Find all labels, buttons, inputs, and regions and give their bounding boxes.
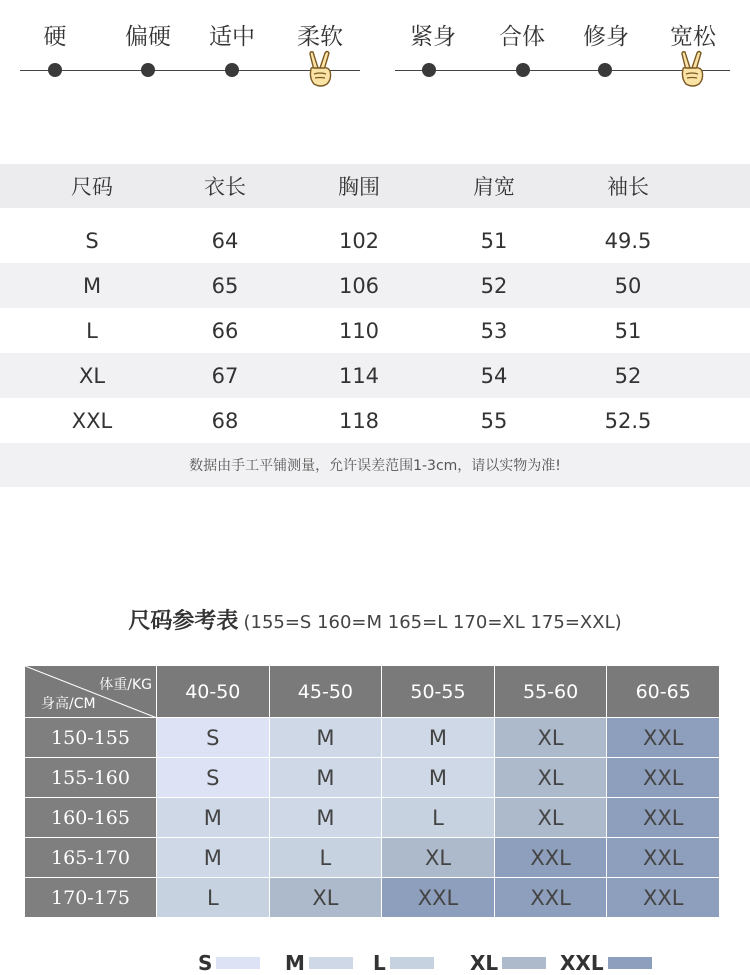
cell-shoulder: 52 xyxy=(480,273,508,298)
legend-swatch xyxy=(502,957,546,969)
table-row xyxy=(0,308,750,353)
cell-length: 65 xyxy=(211,273,239,298)
header-chest: 胸围 xyxy=(338,175,380,199)
cell-shoulder: 53 xyxy=(480,318,508,343)
legend-label: M xyxy=(285,951,305,975)
size-cell: L xyxy=(269,838,382,878)
size-cell: M xyxy=(269,718,382,758)
reference-title-subtitle: (155=S 160=M 165=L 170=XL 175=XXL) xyxy=(243,612,622,633)
size-cell: XXL xyxy=(494,838,607,878)
softness-label-hard: 硬 xyxy=(43,24,67,50)
cell-shoulder: 54 xyxy=(480,363,508,388)
size-cell: XL xyxy=(494,798,607,838)
corner-height-label: 身高/CM xyxy=(41,696,96,712)
cell-length: 64 xyxy=(211,228,239,253)
legend-item xyxy=(373,951,434,975)
weight-header: 55-60 xyxy=(494,666,607,718)
victory-hand-icon xyxy=(677,50,707,92)
cell-size: L xyxy=(86,318,98,343)
cell-sleeve: 52 xyxy=(614,363,642,388)
legend-label: S xyxy=(198,951,213,975)
header-sleeve: 袖长 xyxy=(607,175,649,199)
cell-size: M xyxy=(82,273,102,298)
size-cell: L xyxy=(382,798,495,838)
cell-size: XL xyxy=(78,363,106,388)
reference-title-main: 尺码参考表 xyxy=(128,609,239,634)
legend-label: L xyxy=(373,951,386,975)
cell-chest: 110 xyxy=(338,318,380,343)
legend-swatch xyxy=(608,957,652,969)
cell-shoulder: 51 xyxy=(480,228,508,253)
size-cell: XL xyxy=(382,838,495,878)
size-cell: XXL xyxy=(607,758,720,798)
legend-swatch xyxy=(216,957,260,969)
cell-length: 68 xyxy=(211,408,239,433)
size-cell: L xyxy=(157,878,270,918)
size-cell: M xyxy=(269,798,382,838)
fit-label-tight: 紧身 xyxy=(410,24,456,50)
size-reference-table xyxy=(24,665,720,918)
table-row xyxy=(0,398,750,443)
size-cell: XXL xyxy=(494,878,607,918)
size-cell: XXL xyxy=(382,878,495,918)
cell-length: 67 xyxy=(211,363,239,388)
table-row xyxy=(0,263,750,308)
size-cell: XL xyxy=(494,758,607,798)
legend-swatch xyxy=(309,957,353,969)
height-label: 150-155 xyxy=(25,718,157,758)
reference-corner-cell xyxy=(25,666,157,718)
height-label: 165-170 xyxy=(25,838,157,878)
weight-header: 50-55 xyxy=(382,666,495,718)
cell-chest: 102 xyxy=(338,228,380,253)
softness-label-semi-hard: 偏硬 xyxy=(125,24,171,50)
table-row xyxy=(25,798,720,838)
table-row xyxy=(0,353,750,398)
cell-shoulder: 55 xyxy=(480,408,508,433)
height-label: 170-175 xyxy=(25,878,157,918)
fit-label-regular: 合体 xyxy=(499,24,545,50)
cell-sleeve: 51 xyxy=(614,318,642,343)
cell-sleeve: 52.5 xyxy=(604,408,652,433)
dot-icon xyxy=(422,63,436,77)
header-length: 衣长 xyxy=(204,175,246,199)
header-shoulder: 肩宽 xyxy=(473,175,515,199)
victory-hand-icon xyxy=(305,50,335,92)
table-row xyxy=(0,218,750,263)
dot-icon xyxy=(48,63,62,77)
dot-icon xyxy=(225,63,239,77)
legend-item xyxy=(198,951,260,975)
measurement-header-row xyxy=(0,164,750,208)
table-row xyxy=(25,838,720,878)
table-row xyxy=(25,758,720,798)
header-size: 尺码 xyxy=(71,175,113,199)
reference-header-row xyxy=(25,666,720,718)
legend-item xyxy=(470,951,546,975)
size-color-legend xyxy=(0,951,750,975)
fit-label-slim: 修身 xyxy=(583,24,629,50)
weight-header: 40-50 xyxy=(157,666,270,718)
size-cell: XXL xyxy=(607,718,720,758)
size-cell: XXL xyxy=(607,838,720,878)
softness-scale xyxy=(20,0,360,100)
size-cell: XXL xyxy=(607,798,720,838)
fit-label-loose: 宽松 xyxy=(670,24,716,50)
cell-chest: 118 xyxy=(338,408,380,433)
measurement-table xyxy=(0,164,750,443)
height-label: 160-165 xyxy=(25,798,157,838)
size-cell: M xyxy=(157,838,270,878)
legend-label: XXL xyxy=(560,951,604,975)
reference-title xyxy=(0,604,750,635)
height-label: 155-160 xyxy=(25,758,157,798)
size-cell: M xyxy=(382,718,495,758)
softness-label-medium: 适中 xyxy=(209,24,255,50)
legend-label: XL xyxy=(470,951,499,975)
table-row xyxy=(25,718,720,758)
legend-item xyxy=(285,951,353,975)
fit-scale xyxy=(395,0,730,100)
cell-length: 66 xyxy=(211,318,239,343)
corner-weight-label: 体重/KG xyxy=(99,677,152,693)
cell-chest: 106 xyxy=(338,273,380,298)
legend-swatch xyxy=(390,957,434,969)
size-cell: XL xyxy=(494,718,607,758)
size-cell: S xyxy=(157,758,270,798)
weight-header: 60-65 xyxy=(607,666,720,718)
legend-item xyxy=(560,951,652,975)
cell-sleeve: 49.5 xyxy=(604,228,652,253)
size-cell: M xyxy=(157,798,270,838)
softness-label-soft: 柔软 xyxy=(297,24,343,50)
dot-icon xyxy=(516,63,530,77)
dot-icon xyxy=(141,63,155,77)
size-cell: XL xyxy=(269,878,382,918)
cell-chest: 114 xyxy=(338,363,380,388)
weight-header: 45-50 xyxy=(269,666,382,718)
cell-size: XXL xyxy=(71,408,113,433)
measurement-note: 数据由手工平铺测量，允许误差范围1-3cm，请以实物为准! xyxy=(0,443,750,487)
table-row xyxy=(25,878,720,918)
size-cell: M xyxy=(269,758,382,798)
size-cell: M xyxy=(382,758,495,798)
dot-icon xyxy=(598,63,612,77)
cell-sleeve: 50 xyxy=(614,273,642,298)
size-cell: S xyxy=(157,718,270,758)
size-cell: XXL xyxy=(607,878,720,918)
cell-size: S xyxy=(85,228,99,253)
